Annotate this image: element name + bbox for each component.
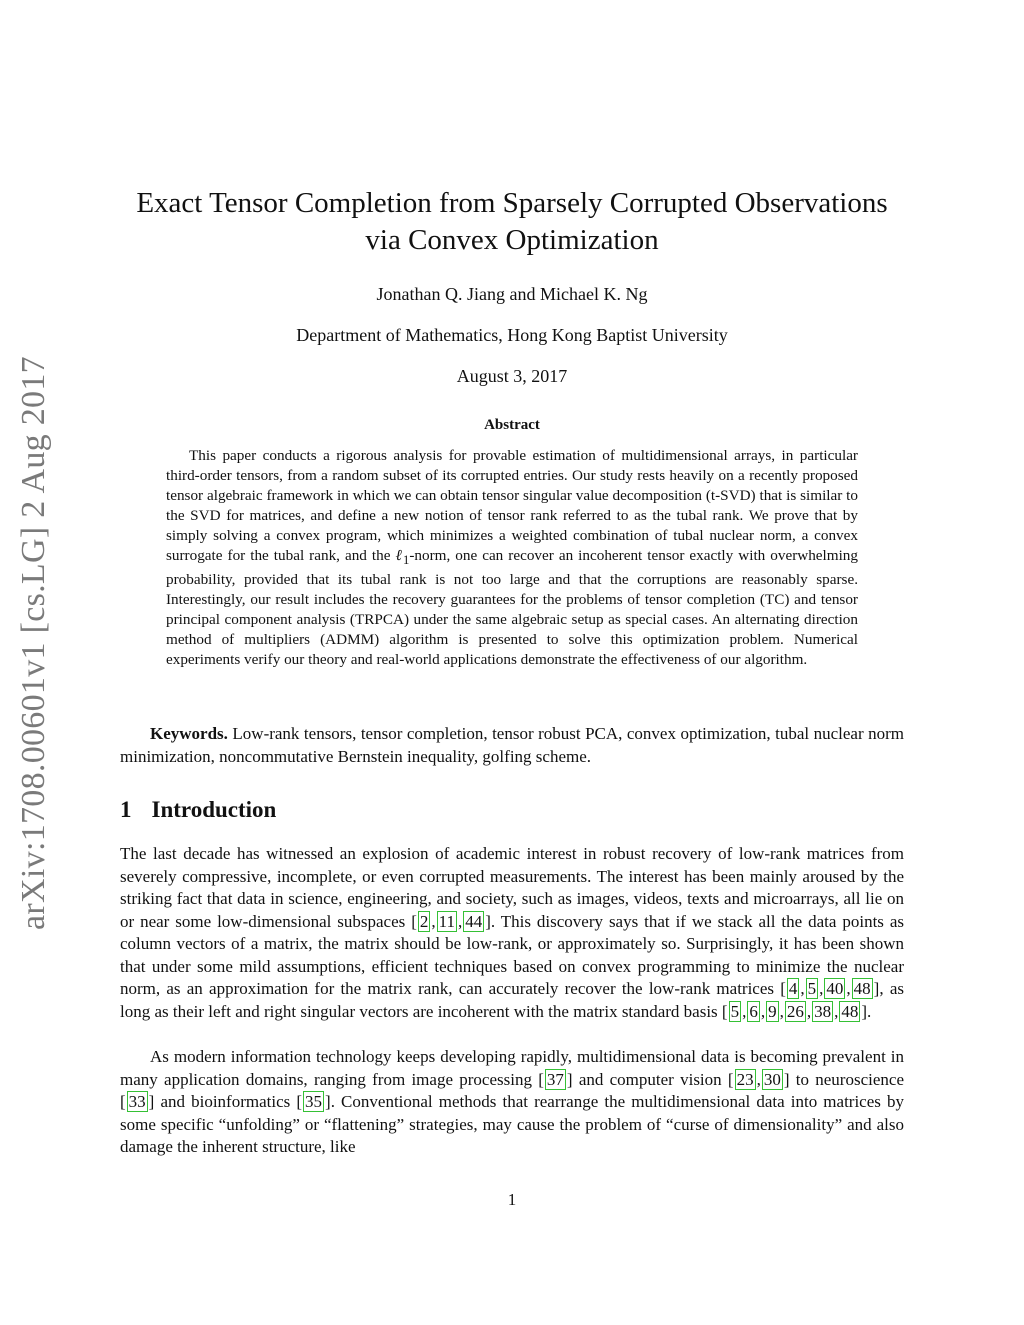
abstract-heading: Abstract [484, 417, 540, 433]
title-line-1: Exact Tensor Completion from Sparsely Corrupted Observations [136, 187, 888, 219]
section-heading-introduction [120, 797, 276, 823]
citation-link[interactable]: 4 [788, 979, 798, 998]
intro-p2-text-4: and bioinformatics [154, 1092, 297, 1111]
citation-link[interactable]: 2 [419, 911, 429, 931]
authors: Jonathan Q. Jiang and Michael K. Ng [376, 284, 648, 304]
title-line-2: via Convex Optimization [365, 224, 659, 256]
citation-link[interactable]: 48 [853, 979, 871, 998]
intro-p2-text-5: . Conventional methods that rearrange the multidimensional data into matrices by some specific “unfolding” or “flattening” strategies, may cause the problem of “curse of dimensionality” and also damage the inherent structure, like [120, 1092, 904, 1156]
intro-p1-text-4: . [867, 1001, 872, 1021]
intro-p2-text-2: and computer vision [572, 1069, 728, 1089]
intro-paragraph-2: As modern information technology keeps developing rapidly, multidimensional data is becoming prevalent in many application domains, ranging from image processing [ 37 ] and computer vision [ 23 , 30 ] to neuroscience [ 33 ] and bioinformatics [ 35 ]. Conventional methods that rearrange the multidimensional data into matrices by some specific “unfolding” or “flattening” strategies, may cause the problem of “curse of dimensionality” and also damage the inherent structure, like [120, 1047, 904, 1156]
citation-link[interactable]: 9 [768, 1001, 777, 1021]
citation-link[interactable]: 6 [749, 1001, 758, 1021]
intro-p2-text-1: As modern information technology keeps developing rapidly, multidimensional data is becoming prevalent in many application domains, ranging from image processing [120, 1047, 904, 1089]
citation-link[interactable]: 5 [730, 1001, 740, 1021]
citation-link[interactable]: 26 [786, 1001, 804, 1021]
paper-title [120, 185, 904, 259]
intro-p1-text-2: . This discovery says that if we stack all the data points as column vectors of a matrix, the matrix should be low-rank, or approximately so. Surprisingly, it has been shown that under some mild assumptions, efficient techniques based on convex programming to minimize the nuclear norm, as an approximation for the matrix rank, can accurately recover the low-rank matrices [120, 911, 904, 998]
abstract-text-2: -norm, one can recover an incoherent tensor exactly with overwhelming probability, provided that its tubal rank is not too large and that the corruptions are reasonably sparse. Interestingly, our result includes the recovery guarantees for the problems of tensor completion (TC) and tensor principal component analysis (TRPCA) under the same algebraic setup as special cases. An alternating direction method of multipliers (ADMM) algorithm is presented to solve this optimization problem. Numerical experiments verify our theory and real-world applications demonstrate the effectiveness of our algorithm. [166, 547, 858, 669]
citation-link[interactable]: 11 [438, 911, 455, 931]
arxiv-side-stamp [8, 355, 60, 930]
intro-p2-text-3: to neuroscience [789, 1069, 904, 1089]
date: August 3, 2017 [456, 366, 568, 386]
citation-link[interactable]: 38 [814, 1001, 832, 1021]
keywords-label: Keywords. [150, 724, 228, 743]
l1-symbol: ℓ [395, 547, 404, 564]
arxiv-stamp-text: arXiv:1708.00601v1 [cs.LG] 2 Aug 2017 [15, 355, 52, 930]
citation-link[interactable]: 23 [736, 1069, 754, 1089]
citation-link[interactable]: 33 [128, 1092, 146, 1111]
abstract-body [166, 446, 858, 670]
keywords [120, 722, 904, 768]
section-number: 1 [120, 797, 132, 822]
section-title: Introduction [151, 797, 277, 822]
citation-link[interactable]: 40 [826, 979, 844, 998]
keywords-text: Low-rank tensors, tensor completion, tensor robust PCA, convex optimization, tubal nuclear norm minimization, noncommutative Bernstein inequality, golfing scheme. [120, 724, 904, 766]
l1-subscript: 1 [403, 553, 410, 568]
intro-paragraph-1: The last decade has witnessed an explosion of academic interest in robust recovery of low-rank matrices from severely compressive, incomplete, or even corrupted measurements. The interest has been mainly aroused by the striking fact that data in science, engineering, and society, such as images, videos, texts and microarrays, all lie on or near some low-dimensional subspaces [ 2 , 11 , 44 ]. This discovery says that if we stack all the data points as column vectors of a matrix, the matrix should be low-rank, or approximately so. Surprisingly, it has been shown that under some mild assumptions, efficient techniques based on convex programming to minimize the nuclear norm, as an approximation for the matrix rank, can accurately recover the low-rank matrices [ 4 , 5 , 40 , 48 ], as long as their left and right singular vectors are incoherent with the matrix standard basis [ 5 , 6 , 9 , 26 , 38 , 48 ]. [120, 844, 904, 1021]
citation-link[interactable]: 35 [305, 1092, 323, 1111]
intro-p1-text-3: , as long as their left and right singular vectors are incoherent with the matrix standard basis [120, 979, 904, 1021]
page-number: 1 [507, 1190, 517, 1209]
citation-link[interactable]: 37 [546, 1069, 564, 1089]
affiliation: Department of Mathematics, Hong Kong Baptist University [296, 325, 728, 345]
intro-p1-text-1: The last decade has witnessed an explosion of academic interest in robust recovery of low-rank matrices from severely compressive, incomplete, or even corrupted measurements. The interest has been mainly aroused by the striking fact that data in science, engineering, and society, such as images, videos, texts and microarrays, all lie on or near some low-dimensional subspaces [120, 844, 904, 931]
abstract-text-1: This paper conducts a rigorous analysis for provable estimation of multidimensional arrays, in particular third-order tensors, from a random subset of its corrupted entries. Our study rests heavily on a recently proposed tensor algebraic framework in which we can obtain tensor singular value decomposition (t-SVD) that is similar to the SVD for matrices, and define a new notion of tensor rank referred to as the tubal rank. We prove that by simply solving a convex program, which minimizes a weighted combination of tubal nuclear norm, a convex surrogate for the tubal rank, and the [166, 447, 858, 564]
citation-link[interactable]: 48 [841, 1001, 859, 1021]
citation-link[interactable]: 5 [807, 979, 817, 998]
citation-link[interactable]: 30 [763, 1069, 781, 1089]
citation-link[interactable]: 44 [465, 911, 483, 931]
